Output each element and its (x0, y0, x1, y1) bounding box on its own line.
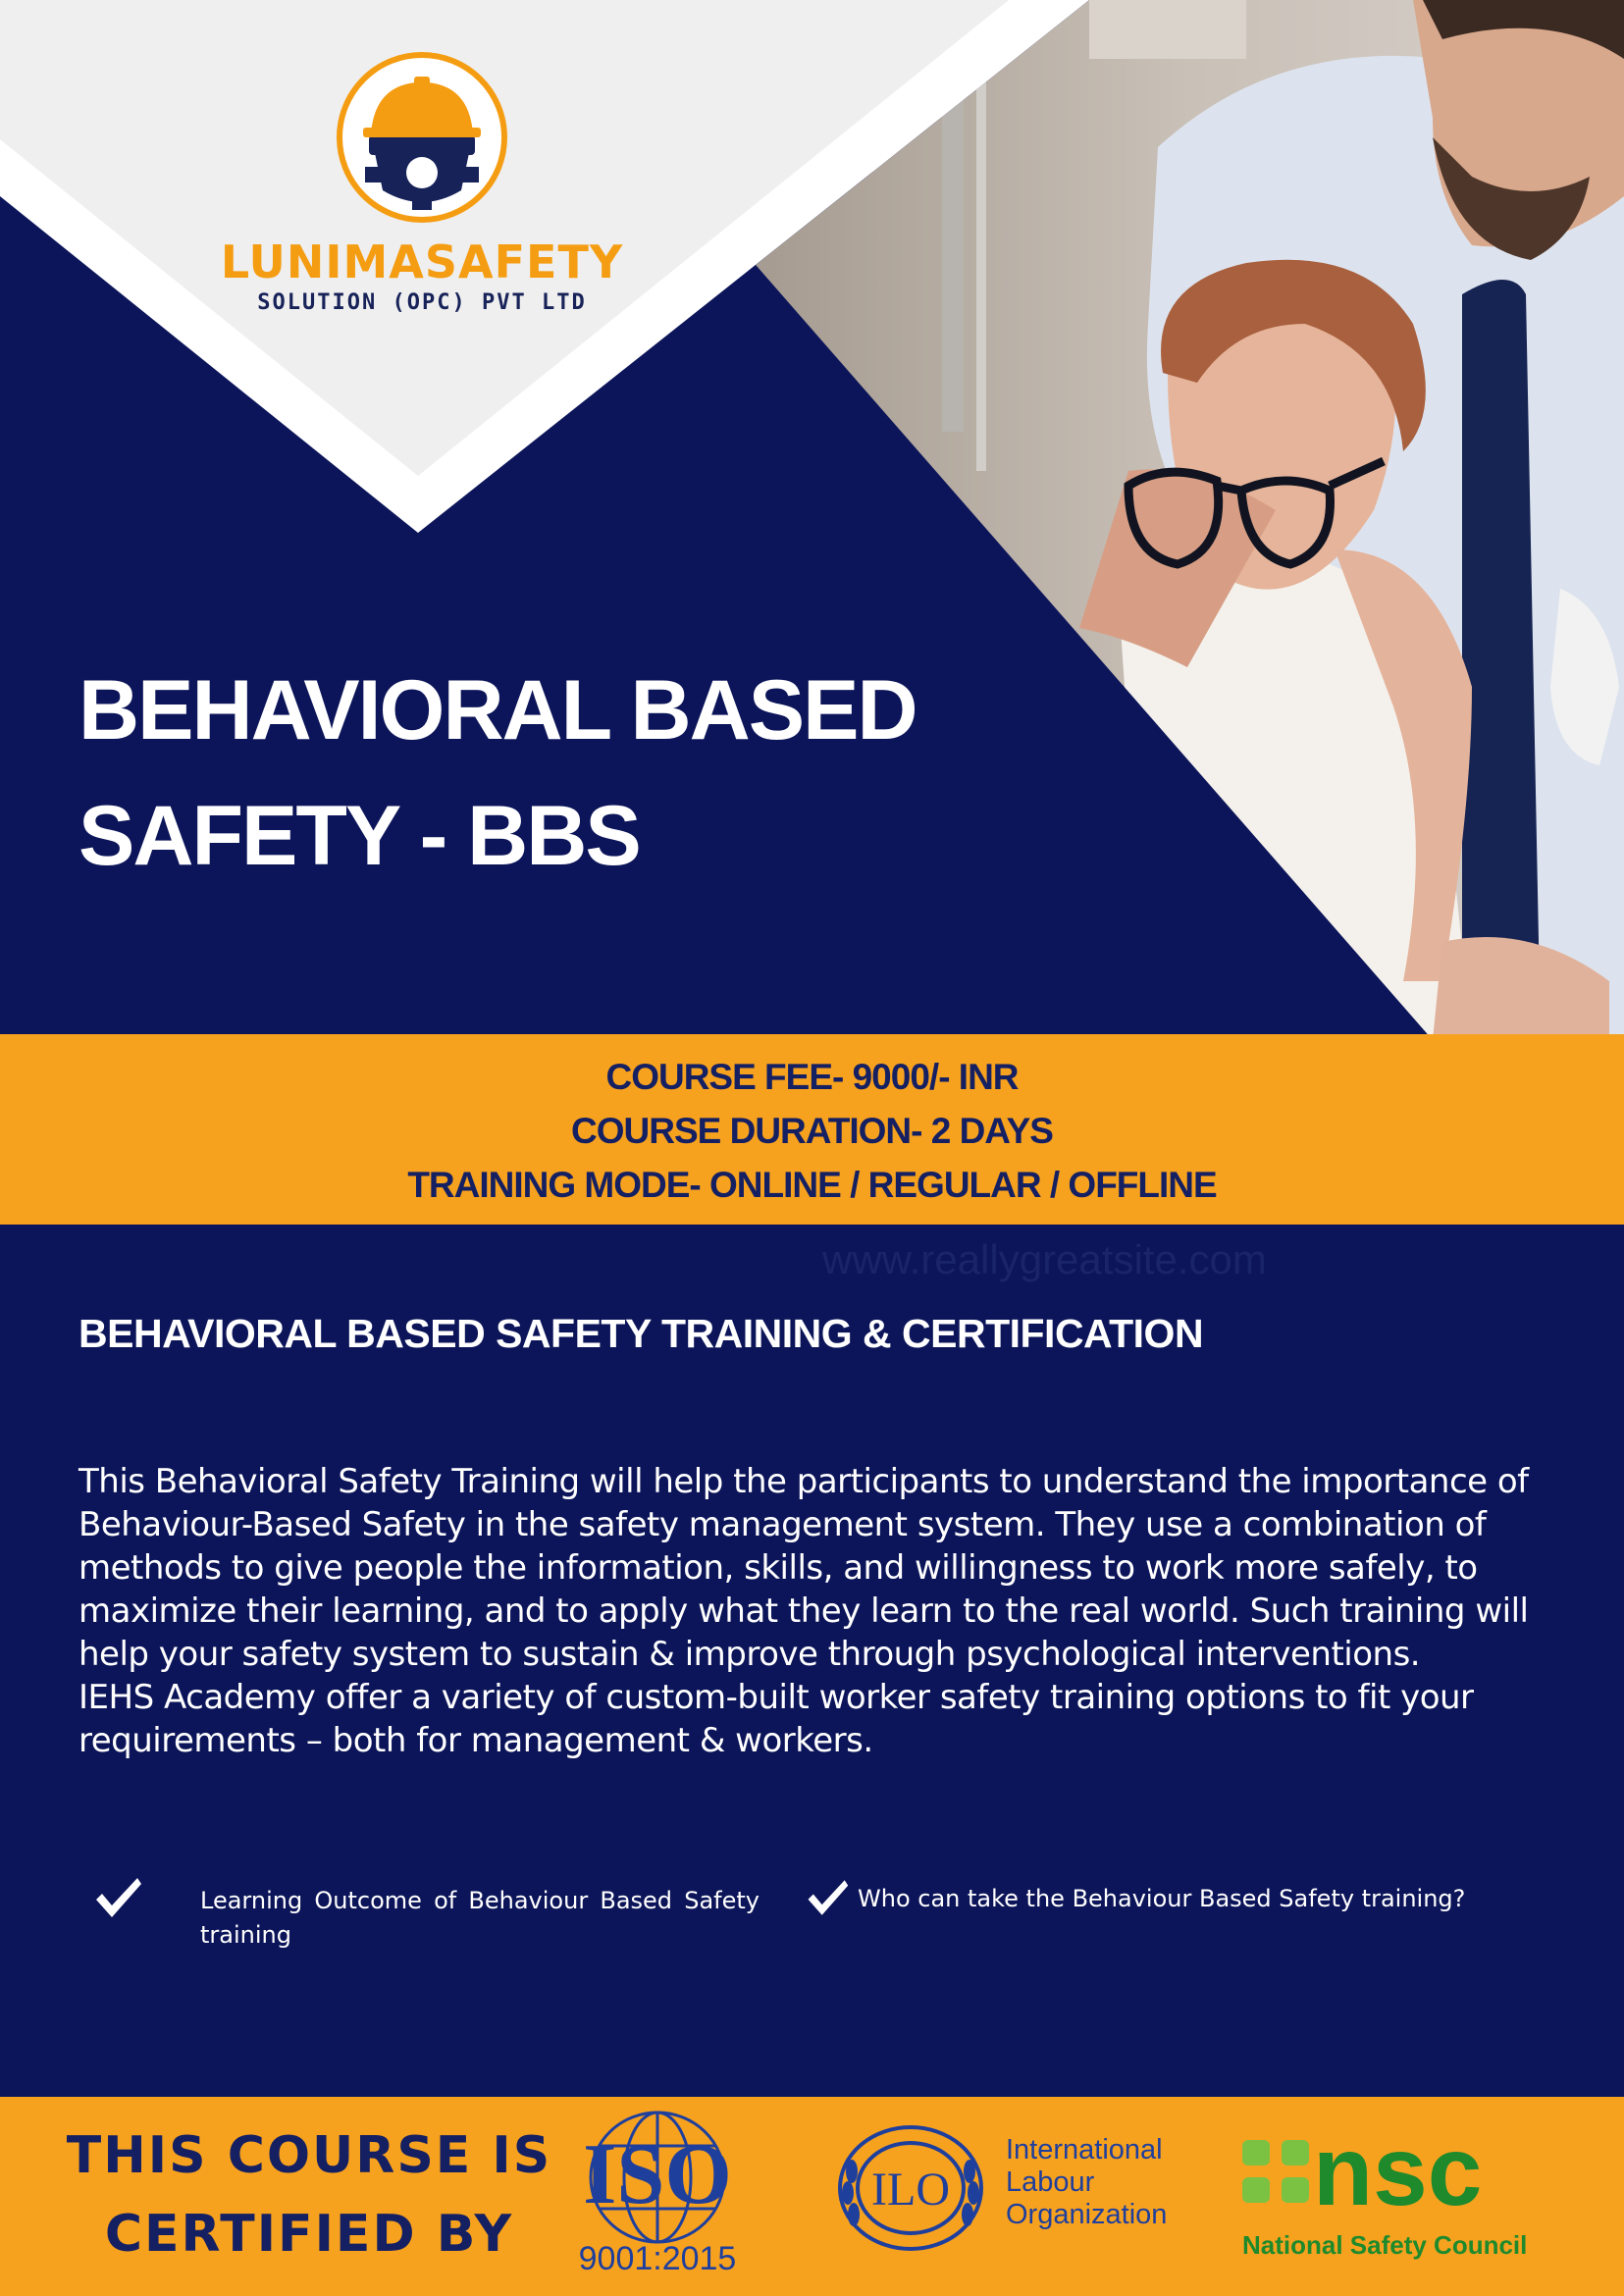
brand-subtitle: SOLUTION (OPC) PVT LTD (257, 290, 587, 315)
title-line-1: BEHAVIORAL BASED (79, 663, 917, 757)
outcome-learning: Learning Outcome of Behaviour Based Safety training (200, 1887, 760, 1949)
training-mode: TRAINING MODE- ONLINE / REGULAR / OFFLINE (407, 1165, 1217, 1205)
page-title (79, 648, 962, 899)
course-description (79, 1460, 1570, 1762)
brand-name: LUNIMASAFETY (220, 235, 624, 288)
section-title: BEHAVIORAL BASED SAFETY TRAINING & CERTIFICATION (79, 1311, 1204, 1356)
check-icon (92, 1876, 143, 1919)
certification-band (0, 2097, 1624, 2296)
iso-standard: 9001:2015 (578, 2240, 737, 2277)
company-logo (216, 51, 628, 314)
ilo-mark: ILO (871, 2164, 950, 2216)
nsc-mark: nsc (1313, 2128, 1483, 2226)
course-fee: COURSE FEE- 9000/- INR (605, 1057, 1019, 1097)
certified-line-2: CERTIFIED BY (104, 2205, 514, 2264)
description-paragraph-2: IEHS Academy offer a variety of custom-built worker safety training options to fit your requirements – both for management & workers. (79, 1678, 1474, 1760)
ilo-line-2: Labour (1006, 2166, 1095, 2198)
ilo-line-1: International (1006, 2134, 1163, 2166)
title-line-2: SAFETY - BBS (79, 789, 640, 883)
website-watermark: www.reallygreatsite.com (822, 1236, 1267, 1282)
ilo-emblem (832, 2122, 989, 2254)
certified-line-1: THIS COURSE IS (66, 2126, 552, 2185)
nsc-logo (1242, 2128, 1537, 2226)
ilo-line-3: Organization (1006, 2199, 1168, 2230)
course-duration: COURSE DURATION- 2 DAYS (571, 1111, 1053, 1151)
check-icon (805, 1878, 850, 1917)
helmet-gear-icon (336, 51, 508, 224)
iso-mark: ISO (583, 2127, 732, 2222)
outcome-who-can-take: Who can take the Behaviour Based Safety training? (858, 1885, 1466, 1912)
iso-logo (559, 2109, 756, 2246)
certified-by-heading (59, 2116, 559, 2273)
description-paragraph-1: This Behavioral Safety Training will help the participants to understand the importance of Behaviour-Based Safety in the safety management system. They use a combination of methods to give people the information, skills, and willingness to work more safely, to maximize their learning, and to apply what they learn to the real world. Such training will help your safety system to sustain & improve through psychological interventions. (79, 1462, 1529, 1674)
course-info-band (0, 1034, 1624, 1225)
ilo-name (1006, 2134, 1222, 2231)
nsc-name: National Safety Council (1242, 2230, 1528, 2260)
